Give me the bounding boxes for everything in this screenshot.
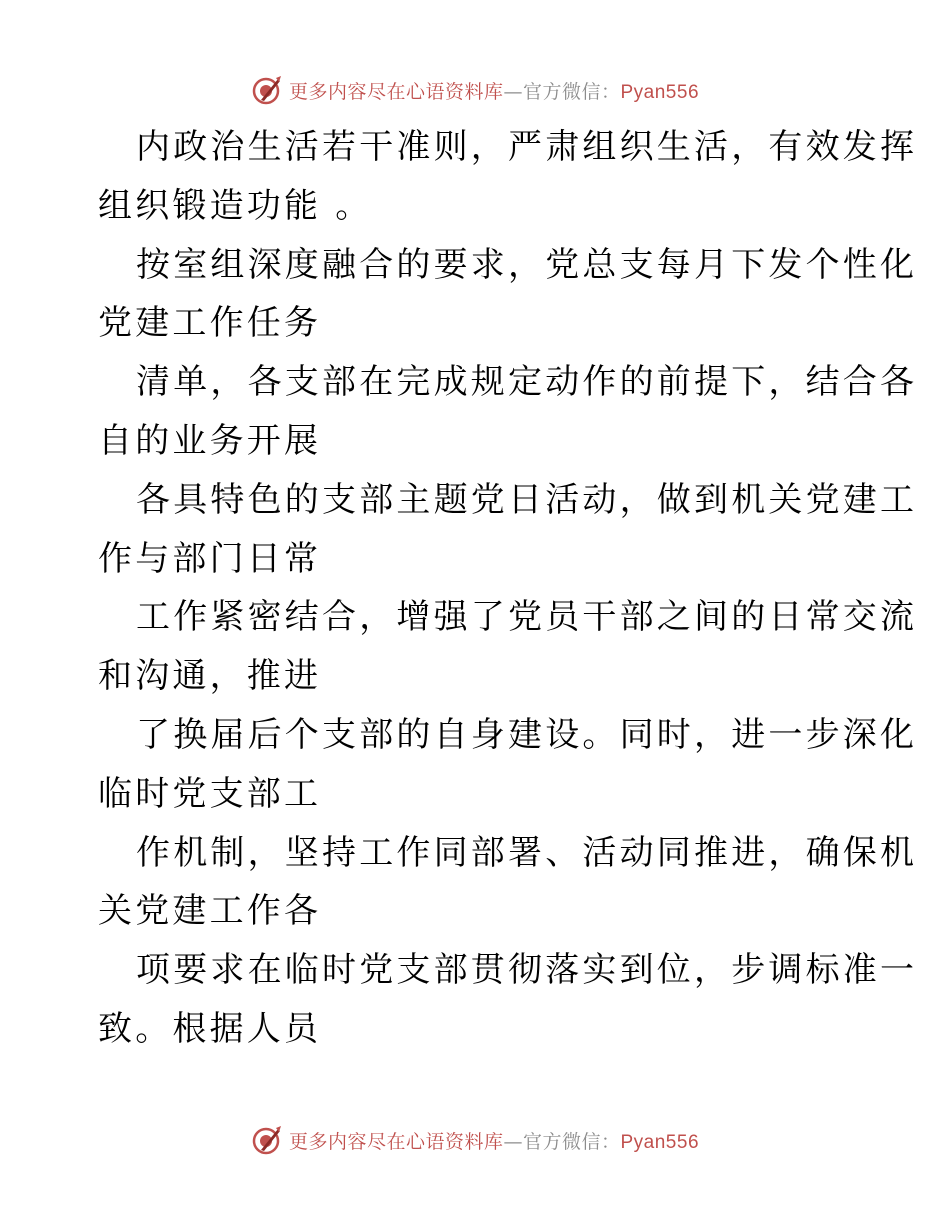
body-line: 自的业务开展 <box>98 420 322 461</box>
body-line: 作机制，坚持工作同部署、活动同推进，确保机 <box>136 832 918 873</box>
body-line: 清单，各支部在完成规定动作的前提下，结合各 <box>136 362 918 403</box>
footer-wechat-handle: Pyan556 <box>620 1131 700 1153</box>
body-line: 致。根据人员 <box>98 1008 322 1049</box>
body-line: 项要求在临时党支部贯彻落实到位，步调标准一 <box>136 950 918 991</box>
footer-watermark-text <box>289 1127 699 1154</box>
body-line: 和沟通，推进 <box>98 656 322 697</box>
document-body <box>98 118 918 1059</box>
footer-separator: — <box>503 1130 523 1153</box>
footer-brand-text: 更多内容尽在心语资料库 <box>288 1130 504 1153</box>
quill-pen-logo-icon <box>251 74 283 106</box>
body-line: 组织锻造功能 。 <box>98 185 373 226</box>
body-line: 作与部门日常 <box>98 538 322 579</box>
body-line: 临时党支部工 <box>98 773 322 814</box>
body-line: 内政治生活若干准则，严肃组织生活，有效发挥 <box>136 127 918 167</box>
footer-watermark-banner <box>0 1120 950 1160</box>
quill-pen-logo-icon <box>251 1124 283 1156</box>
body-line: 关党建工作各 <box>98 891 322 932</box>
body-line: 按室组深度融合的要求，党总支每月下发个性化 <box>136 244 918 285</box>
body-line: 工作紧密结合，增强了党员干部之间的日常交流 <box>136 597 918 638</box>
header-separator: — <box>503 80 523 103</box>
body-line: 党建工作任务 <box>98 303 322 344</box>
body-line: 各具特色的支部主题党日活动，做到机关党建工 <box>136 479 918 520</box>
header-official-label: 官方微信： <box>522 80 621 103</box>
header-watermark-banner <box>0 70 950 110</box>
footer-official-label: 官方微信： <box>522 1130 621 1153</box>
header-wechat-handle: Pyan556 <box>620 81 700 103</box>
body-line: 了换届后个支部的自身建设。同时，进一步深化 <box>136 714 918 755</box>
header-watermark-text <box>289 77 699 104</box>
header-brand-text: 更多内容尽在心语资料库 <box>288 80 504 103</box>
